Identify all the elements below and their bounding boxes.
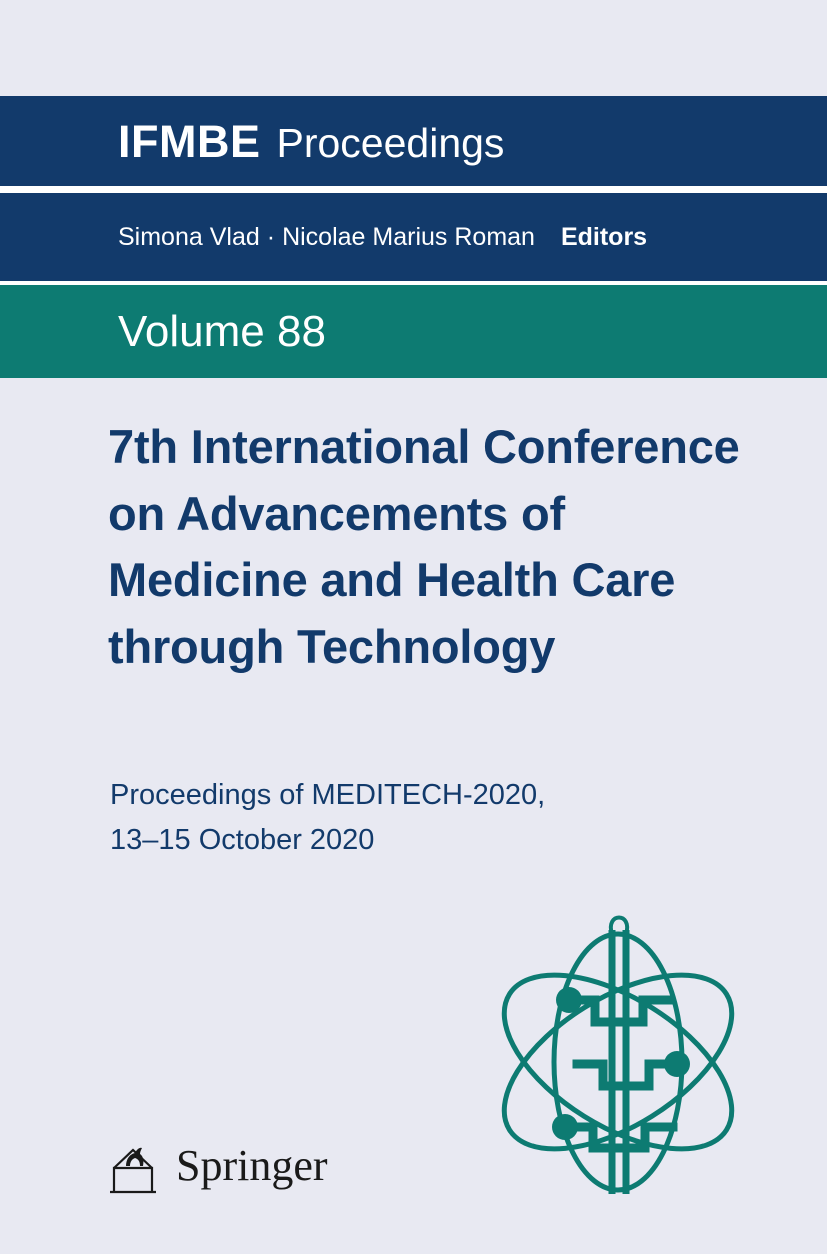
editors-role-label: Editors	[560, 222, 648, 251]
publisher-name: Springer	[176, 1140, 328, 1190]
volume-label: Volume 88	[118, 306, 326, 356]
editor-name-second: Nicolae Marius Roman	[282, 222, 535, 251]
top-margin-band	[0, 0, 827, 96]
divider-white-upper	[0, 186, 827, 193]
publisher-logo	[104, 1134, 328, 1196]
meditech-atom-caduceus-emblem	[473, 872, 763, 1202]
title-area	[0, 378, 827, 1254]
series-acronym: IFMBE	[118, 115, 261, 167]
series-word: Proceedings	[276, 119, 505, 166]
editors-banner-inner	[0, 223, 647, 252]
editor-name-separator: ·	[266, 222, 276, 251]
subtitle-line-2: 13–15 October 2020	[110, 823, 375, 856]
editor-name-first: Simona Vlad	[118, 222, 260, 251]
page-subtitle	[110, 773, 750, 863]
editors-banner	[0, 193, 827, 281]
springer-horse-logo	[104, 1134, 162, 1196]
series-banner	[0, 96, 827, 186]
subtitle-line-1: Proceedings of MEDITECH-2020,	[110, 779, 546, 811]
volume-banner	[0, 285, 827, 378]
page-title: 7th International Conference on Advancements of Medicine and Health Care through Technology	[108, 420, 740, 674]
series-banner-inner	[0, 115, 505, 167]
